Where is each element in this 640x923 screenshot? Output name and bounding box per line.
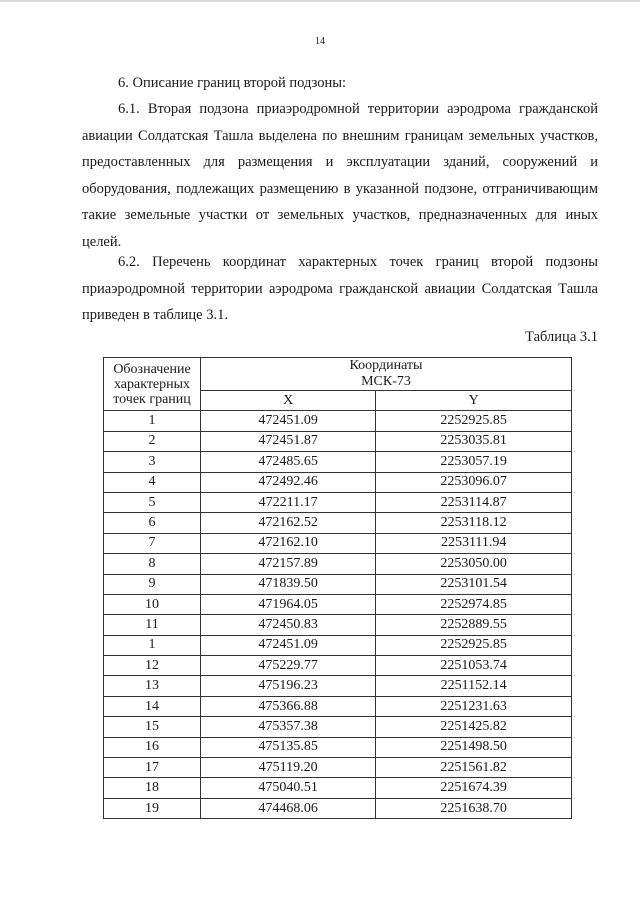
table-row	[104, 452, 572, 472]
cell-point: 16	[104, 737, 201, 757]
table-row	[104, 513, 572, 533]
table-row	[104, 798, 572, 818]
cell-point: 12	[104, 656, 201, 676]
cell-x: 472157.89	[201, 554, 376, 574]
cell-x: 472211.17	[201, 492, 376, 512]
cell-y: 2251498.50	[376, 737, 572, 757]
cell-point: 17	[104, 758, 201, 778]
cell-point: 6	[104, 513, 201, 533]
paragraph-6-1: 6.1. Вторая подзона приаэродромной территории аэродрома гражданской авиации Солдатская Ташла выделена по внешним границам земельных участков, предоставленных для размещения и эксплуатации зданий, сооружений и оборудования, подлежащих размещению в указанной подзоне, отграничивающим такие земельные участки от земельных участков, предназначенных для иных целей.	[82, 101, 598, 250]
cell-point: 11	[104, 615, 201, 635]
cell-y: 2253057.19	[376, 452, 572, 472]
cell-x: 472162.52	[201, 513, 376, 533]
cell-x: 472492.46	[201, 472, 376, 492]
cell-point: 10	[104, 594, 201, 614]
cell-y: 2253035.81	[376, 431, 572, 451]
table-row	[104, 411, 572, 431]
header-x: X	[201, 391, 376, 411]
cell-x: 472451.09	[201, 635, 376, 655]
cell-y: 2251231.63	[376, 696, 572, 716]
cell-x: 475366.88	[201, 696, 376, 716]
cell-y: 2253114.87	[376, 492, 572, 512]
table-caption: Таблица 3.1	[525, 329, 598, 345]
table-row	[104, 737, 572, 757]
cell-point: 4	[104, 472, 201, 492]
cell-point: 15	[104, 717, 201, 737]
table-row	[104, 676, 572, 696]
section-heading: 6. Описание границ второй подзоны:	[118, 75, 346, 91]
table-row	[104, 717, 572, 737]
cell-y: 2251674.39	[376, 778, 572, 798]
table-row	[104, 574, 572, 594]
header-coordinate-system: МСК-73	[361, 374, 411, 389]
cell-point: 1	[104, 411, 201, 431]
table-row	[104, 778, 572, 798]
table-row	[104, 431, 572, 451]
cell-x: 472485.65	[201, 452, 376, 472]
cell-y: 2253111.94	[376, 533, 572, 553]
table-row	[104, 492, 572, 512]
table-row	[104, 533, 572, 553]
cell-x: 475196.23	[201, 676, 376, 696]
header-coordinates	[201, 358, 572, 391]
header-y: Y	[376, 391, 572, 411]
coordinates-table-body	[104, 411, 572, 819]
table-row	[104, 758, 572, 778]
table-row	[104, 656, 572, 676]
page-top-edge	[0, 0, 640, 2]
cell-y: 2251053.74	[376, 656, 572, 676]
header-point: Обозначение характерных точек границ	[104, 358, 201, 411]
cell-point: 5	[104, 492, 201, 512]
cell-y: 2251425.82	[376, 717, 572, 737]
cell-y: 2253050.00	[376, 554, 572, 574]
cell-y: 2253096.07	[376, 472, 572, 492]
table-row	[104, 615, 572, 635]
header-coordinates-title: Координаты	[349, 358, 423, 373]
cell-y: 2251152.14	[376, 676, 572, 696]
cell-y: 2253101.54	[376, 574, 572, 594]
table-row	[104, 635, 572, 655]
cell-x: 475229.77	[201, 656, 376, 676]
table-row	[104, 696, 572, 716]
cell-x: 472451.87	[201, 431, 376, 451]
cell-x: 475040.51	[201, 778, 376, 798]
cell-x: 474468.06	[201, 798, 376, 818]
cell-y: 2253118.12	[376, 513, 572, 533]
table-row	[104, 554, 572, 574]
cell-x: 472451.09	[201, 411, 376, 431]
table-row	[104, 472, 572, 492]
cell-y: 2252925.85	[376, 411, 572, 431]
cell-point: 18	[104, 778, 201, 798]
cell-point: 13	[104, 676, 201, 696]
cell-point: 1	[104, 635, 201, 655]
cell-point: 9	[104, 574, 201, 594]
cell-point: 19	[104, 798, 201, 818]
cell-x: 472162.10	[201, 533, 376, 553]
table-row	[104, 594, 572, 614]
cell-y: 2252974.85	[376, 594, 572, 614]
cell-point: 7	[104, 533, 201, 553]
cell-y: 2251561.82	[376, 758, 572, 778]
cell-x: 475119.20	[201, 758, 376, 778]
cell-point: 3	[104, 452, 201, 472]
paragraph-6-2: 6.2. Перечень координат характерных точек границ второй подзоны приаэродромной территории аэродрома гражданской авиации Солдатская Ташла приведен в таблице 3.1.	[82, 254, 598, 323]
cell-y: 2252889.55	[376, 615, 572, 635]
cell-y: 2252925.85	[376, 635, 572, 655]
page-number: 14	[315, 36, 325, 47]
cell-x: 475357.38	[201, 717, 376, 737]
coordinates-table	[103, 357, 572, 819]
cell-x: 472450.83	[201, 615, 376, 635]
cell-x: 471839.50	[201, 574, 376, 594]
cell-x: 471964.05	[201, 594, 376, 614]
cell-point: 14	[104, 696, 201, 716]
cell-point: 2	[104, 431, 201, 451]
cell-y: 2251638.70	[376, 798, 572, 818]
cell-point: 8	[104, 554, 201, 574]
cell-x: 475135.85	[201, 737, 376, 757]
